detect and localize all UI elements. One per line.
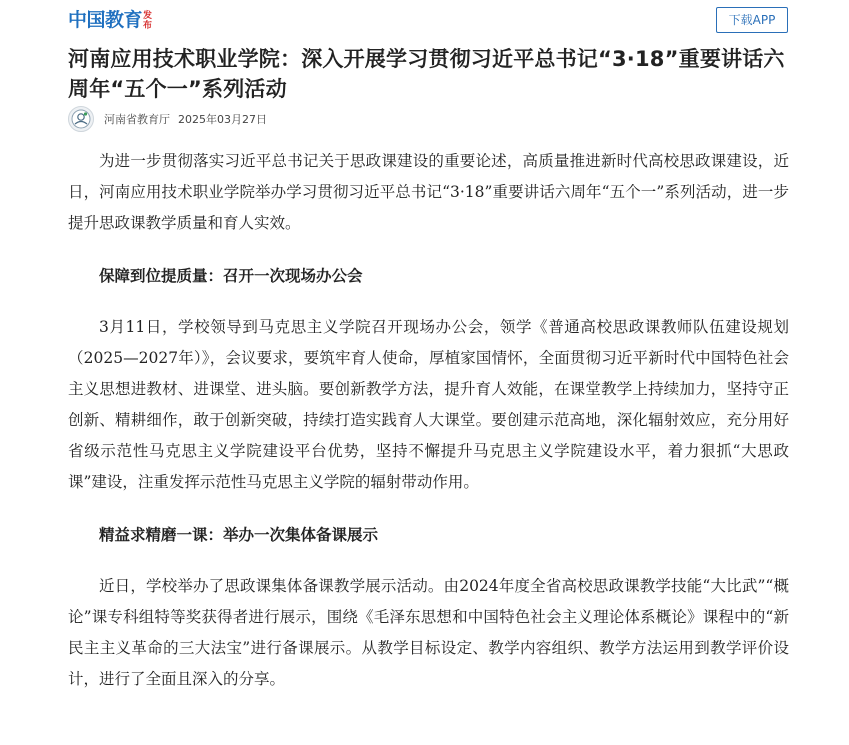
logo-sub-text: 发布 (143, 11, 153, 31)
logo-main-text: 中国教育 (68, 9, 143, 31)
section-heading-office-meeting: 保障到位提质量：召开一次现场办公会 (99, 266, 363, 285)
education-emblem-icon (70, 108, 92, 130)
article-title: 河南应用技术职业学院：深入开展学习贯彻习近平总书记“3·18”重要讲话六周年“五个一”系列活动 (68, 47, 785, 101)
download-app-button[interactable]: 下载APP (716, 7, 788, 33)
article-meta (68, 106, 267, 132)
intro-paragraph: 为进一步贯彻落实习近平总书记关于思政课建设的重要论述，高质量推进新时代高校思政课建设，近日，河南应用技术职业学院举办学习贯彻习近平总书记“3·18”重要讲话六周年“五个一”系列活动，进一步提升思政课教学质量和育人实效。 (68, 152, 789, 232)
section-heading-lesson-prep: 精益求精磨一课：举办一次集体备课展示 (99, 525, 379, 544)
office-meeting-paragraph: 3月11日，学校领导到马克思主义学院召开现场办公会，领学《普通高校思政课教师队伍建设规划（2025—2027年）》，会议要求，要筑牢育人使命，厚植家国情怀，全面贯彻习近平新时代中国特色社会主义思想进教材、进课堂、进头脑。要创新教学方法，提升育人效能，在课堂教学上持续加力，坚持守正创新、精耕细作，敢于创新突破，持续打造实践育人大课堂。要创建示范高地，深化辐射效应，充分用好省级示范性马克思主义学院建设平台优势，坚持不懈提升马克思主义学院建设水平，着力狠抓“大思政课”建设，注重发挥示范性马克思主义学院的辐射带动作用。 (68, 318, 789, 491)
article-date: 2025年03月27日 (178, 113, 267, 126)
lesson-prep-paragraph: 近日，学校举办了思政课集体备课教学展示活动。由2024年度全省高校思政课教学技能“大比武”“概论”课专科组特等奖获得者进行展示，围绕《毛泽东思想和中国特色社会主义理论体系概论》课程中的“新民主主义革命的三大法宝”进行备课展示。从教学目标设定、教学内容组织、教学方法运用到教学评价设计，进行了全面且深入的分享。 (68, 577, 789, 688)
article-source[interactable]: 河南省教育厅 (104, 113, 170, 126)
top-bar (0, 0, 849, 42)
source-avatar (68, 106, 94, 132)
article-body (68, 146, 789, 695)
site-logo[interactable] (68, 8, 154, 32)
